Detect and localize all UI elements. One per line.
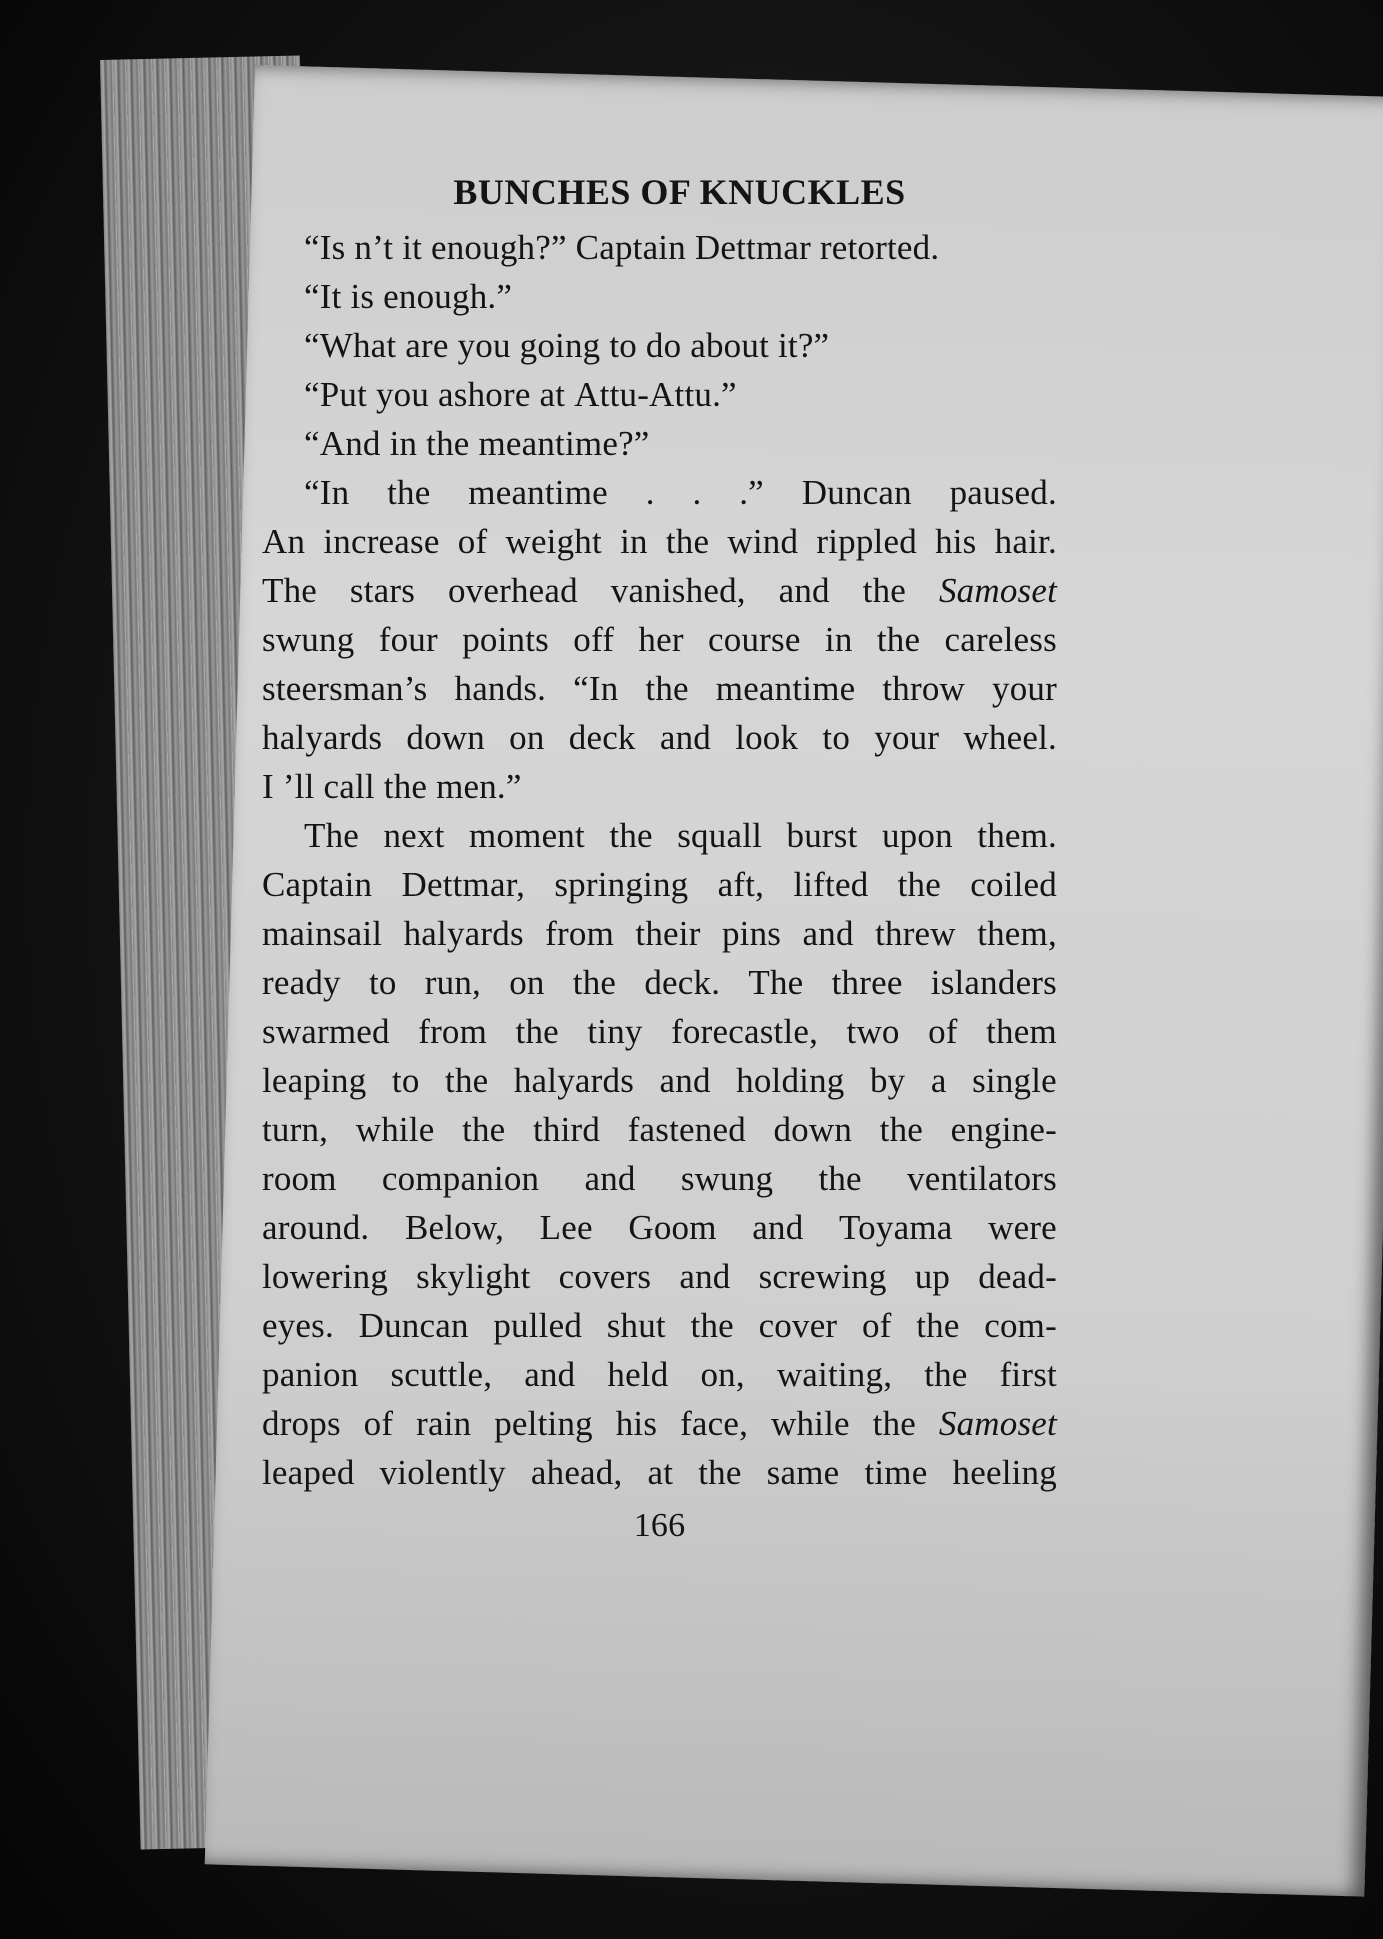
text-line: An increase of weight in the wind rippled his hair.	[262, 522, 1057, 561]
text-line: halyards down on deck and look to your wheel.	[262, 718, 1057, 757]
text-line: The stars overhead vanished, and the Samoset	[262, 571, 1057, 610]
body-text	[262, 223, 1057, 1497]
text-line: I ’ll call the men.”	[262, 767, 522, 806]
text-line: “In the meantime . . .” Duncan paused.	[304, 473, 1057, 512]
text-line: “Is n’t it enough?” Captain Dettmar retorted.	[304, 228, 940, 267]
page-text-block	[262, 168, 1057, 1550]
text-line: “Put you ashore at Attu-Attu.”	[304, 375, 737, 414]
text-line: eyes. Duncan pulled shut the cover of the com-	[262, 1306, 1057, 1345]
text-line: “It is enough.”	[304, 277, 513, 316]
text-line: “And in the meantime?”	[304, 424, 650, 463]
text-line: steersman’s hands. “In the meantime throw your	[262, 669, 1057, 708]
text-line: room companion and swung the ventilators	[262, 1159, 1057, 1198]
page-number: 166	[633, 1507, 686, 1544]
text-line: swarmed from the tiny forecastle, two of them	[262, 1012, 1057, 1051]
text-line: around. Below, Lee Goom and Toyama were	[262, 1208, 1057, 1247]
text-line: “What are you going to do about it?”	[304, 326, 830, 365]
text-line: turn, while the third fastened down the engine-	[262, 1110, 1057, 1149]
text-line: swung four points off her course in the careless	[262, 620, 1057, 659]
text-line: Captain Dettmar, springing aft, lifted the coiled	[262, 865, 1057, 904]
running-head: BUNCHES OF KNUCKLES	[453, 172, 906, 212]
text-line: ready to run, on the deck. The three islanders	[262, 963, 1057, 1002]
text-line: lowering skylight covers and screwing up dead-	[262, 1257, 1057, 1296]
text-line: panion scuttle, and held on, waiting, the first	[262, 1355, 1057, 1394]
text-line: leaped violently ahead, at the same time heeling	[262, 1453, 1057, 1492]
text-line: The next moment the squall burst upon them.	[304, 816, 1057, 855]
text-line: mainsail halyards from their pins and threw them,	[262, 914, 1057, 953]
text-line: drops of rain pelting his face, while the Samoset	[262, 1404, 1057, 1443]
text-line: leaping to the halyards and holding by a single	[262, 1061, 1057, 1100]
